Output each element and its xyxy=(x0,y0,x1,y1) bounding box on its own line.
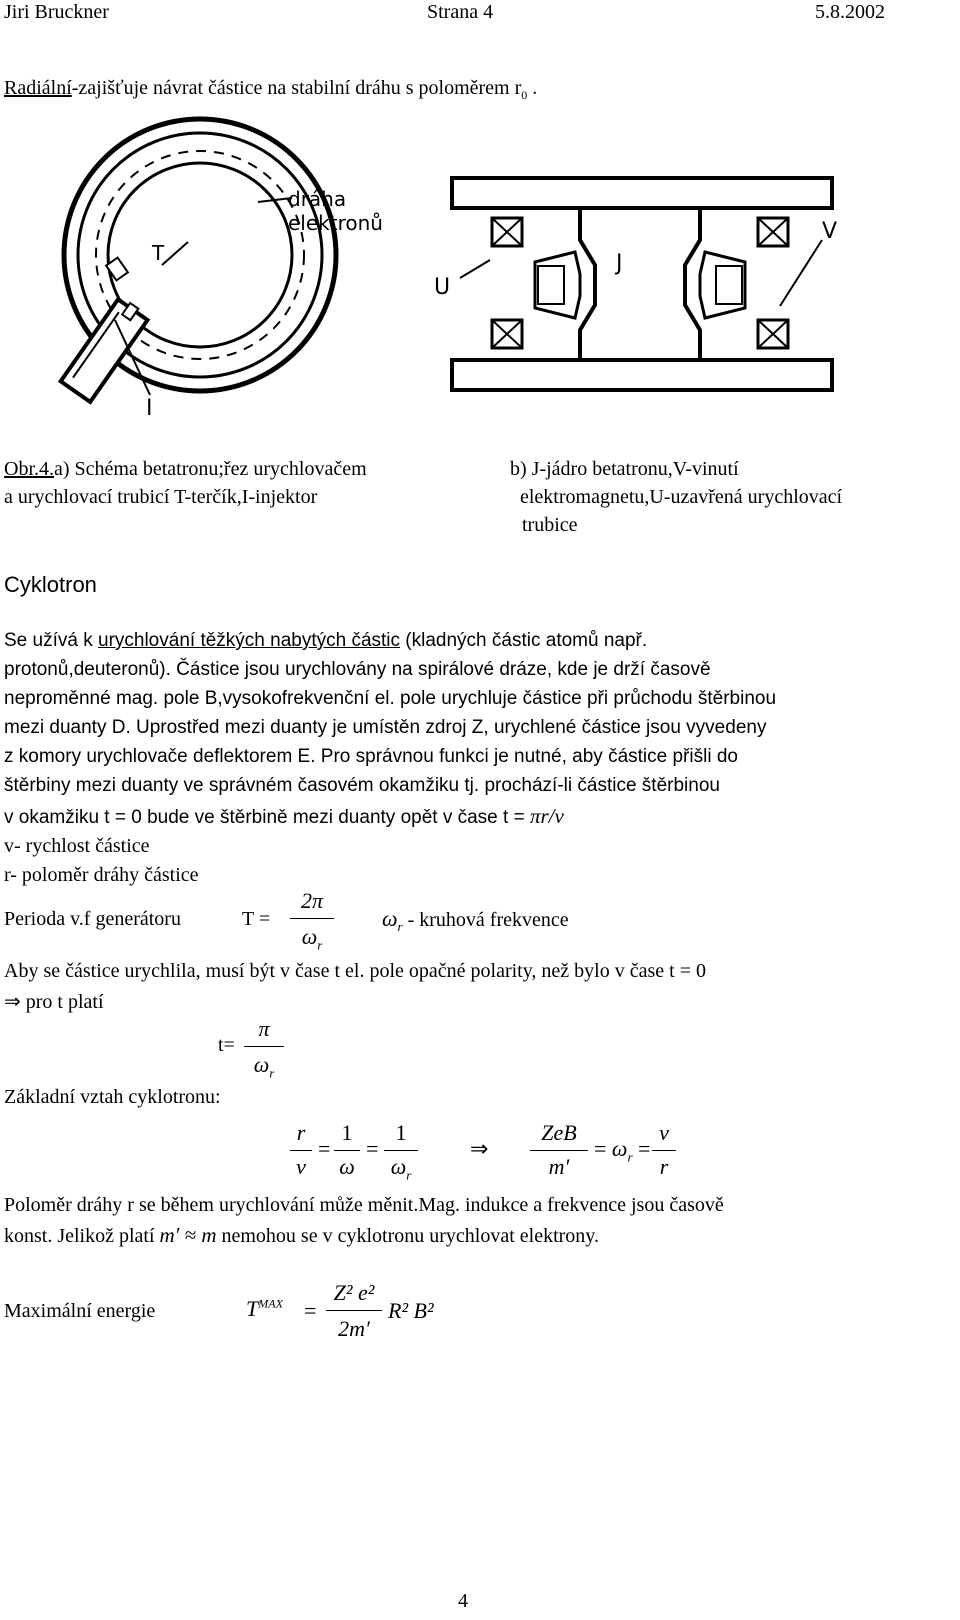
label-T: T xyxy=(152,241,165,265)
rel-implies-arrow: ⇒ xyxy=(470,1136,489,1161)
header-page-label: Strana 4 xyxy=(427,1,494,23)
pointer-U xyxy=(460,260,490,278)
yoke-top xyxy=(452,178,832,208)
t-denominator: $\omega_r$ xyxy=(253,1052,275,1081)
definition-r: r- poloměr dráhy částice xyxy=(4,864,199,886)
caption-a-line1: Obr.4.a) Schéma betatronu;řez urychlovačem xyxy=(4,458,367,480)
coil-top-right xyxy=(758,218,788,246)
tube-u-left xyxy=(538,266,564,304)
t-fraction-bar xyxy=(244,1046,284,1047)
max-energy-bar xyxy=(326,1310,382,1311)
paragraph-line-2: protonů,deuteronů). Částice jsou urychlovány na spirálové dráze, kde je drží časově xyxy=(4,659,711,680)
rel-f3-bar xyxy=(384,1150,418,1151)
header-date: 5.8.2002 xyxy=(815,1,885,23)
rel-f4-bar xyxy=(530,1150,588,1151)
period-fraction-bar xyxy=(290,918,334,919)
label-orbit-2: elektronů xyxy=(288,211,383,235)
rel-f5-num: v xyxy=(659,1120,669,1145)
rel-f1-num: r xyxy=(296,1120,306,1145)
rel-f3-den: $\omega_r$ xyxy=(390,1154,412,1183)
caption-prefix: Obr.4. xyxy=(4,458,54,480)
label-V: V xyxy=(822,219,838,244)
pointer-V xyxy=(780,240,822,306)
label-I: I xyxy=(146,396,153,421)
coil-bottom-right xyxy=(758,320,788,348)
t-numerator: π xyxy=(258,1016,270,1041)
caption-b-line3: trubice xyxy=(522,514,578,536)
period-numerator: 2π xyxy=(300,888,324,913)
t-equals: t= xyxy=(218,1034,235,1056)
radial-text: -zajišťuje návrat částice na stabilní dráhu s poloměrem r xyxy=(71,77,522,99)
max-energy-R2B2: R² B² xyxy=(388,1298,434,1323)
core-j xyxy=(580,208,700,360)
omega-description: $\omega_r$ - kruhová frekvence xyxy=(382,906,569,934)
basic-relation-label: Základní vztah cyklotronu: xyxy=(4,1086,221,1108)
rel-f1-bar xyxy=(290,1150,312,1151)
rel-f5-den: r xyxy=(659,1154,669,1179)
label-U: U xyxy=(434,275,451,300)
paragraph-line-5: z komory urychlovače deflektorem E. Pro správnou funkci je nutné, aby částice přišli do xyxy=(4,746,738,767)
label-orbit-1: dráha xyxy=(288,187,347,211)
rel-f2-bar xyxy=(334,1150,360,1151)
section-title: Cyklotron xyxy=(4,572,97,597)
tube-u-right xyxy=(716,266,742,304)
rel-eq-2: = xyxy=(366,1136,379,1161)
formula-pi-r-over-v: πr/v xyxy=(529,804,564,828)
rel-f2-den: ω xyxy=(339,1154,355,1179)
rel-f4-den: m′ xyxy=(548,1154,570,1179)
header-author: Jiri Bruckner xyxy=(4,1,109,23)
closing-line-1: Poloměr dráhy r se během urychlování může měnit.Mag. indukce a frekvence jsou časově xyxy=(4,1194,724,1216)
rel-eq-1: = xyxy=(318,1136,331,1161)
polarity-line-2: ⇒ pro t platí xyxy=(4,991,104,1013)
max-energy-denominator: 2m′ xyxy=(338,1316,370,1341)
polarity-line-1: Aby se částice urychlila, musí být v čase t el. pole opačné polarity, než bylo v čase t = 0 xyxy=(4,960,706,982)
paragraph-line-6: štěrbiny mezi duanty ve správném časovém okamžiku tj. prochází-li částice štěrbinou xyxy=(4,775,720,796)
figure-b-core-diagram xyxy=(430,170,850,400)
rel-f4-num: ZeB xyxy=(541,1120,577,1145)
max-energy-label: Maximální energie xyxy=(4,1300,156,1322)
caption-b-line1: b) J-jádro betatronu,V-vinutí xyxy=(510,458,739,480)
figure-a-betatron-diagram xyxy=(40,110,440,440)
rel-f3-num: 1 xyxy=(395,1120,407,1145)
footer-page-number: 4 xyxy=(458,1590,468,1612)
rel-f1-den: v xyxy=(296,1154,306,1179)
paragraph-line-7: v okamžiku t = 0 bude ve štěrbině mezi duanty opět v čase t = πr/v xyxy=(4,804,564,828)
paragraph-line-3: neproměnné mag. pole B,vysokofrekvenční el. pole urychluje částice při průchodu štěrbinou xyxy=(4,688,777,709)
label-J: J xyxy=(616,251,623,276)
coil-bottom-left xyxy=(492,320,522,348)
rel-f2-num: 1 xyxy=(341,1120,353,1145)
radial-end: . xyxy=(527,77,538,99)
paragraph-line-1: Se užívá k urychlování těžkých nabytých částic (kladných částic atomů např. xyxy=(4,630,648,651)
radial-term: Radiální xyxy=(4,77,72,99)
max-energy-T: $T^{MAX}$ xyxy=(246,1296,283,1321)
yoke-bottom xyxy=(452,360,832,390)
period-denominator: $\omega_r$ xyxy=(301,924,323,953)
coil-top-left xyxy=(492,218,522,246)
target-pointer xyxy=(162,242,188,265)
caption-b-line2: elektromagnetu,U-uzavřená urychlovací xyxy=(520,486,843,508)
max-energy-numerator: Z² e² xyxy=(333,1280,375,1305)
definition-v: v- rychlost částice xyxy=(4,835,150,857)
radial-sub: 0 xyxy=(521,88,528,102)
paragraph-line-4: mezi duanty D. Uprostřed mezi duanty je umístěn zdroj Z, urychlené částice jsou vyvedeny xyxy=(4,717,767,738)
rel-eq-omega: = $\omega_r$ = xyxy=(594,1136,651,1165)
max-energy-eq: = xyxy=(304,1298,317,1323)
caption-a-line2: a urychlovací trubicí T-terčík,I-injektor xyxy=(4,486,318,508)
period-label: Perioda v.f generátoru xyxy=(4,908,181,930)
radial-line xyxy=(4,77,537,103)
closing-line-2: konst. Jelikož platí m′ ≈ m nemohou se v cyklotronu urychlovat elektrony. xyxy=(4,1223,599,1247)
period-T-equals: T = xyxy=(242,908,271,930)
rel-f5-bar xyxy=(652,1150,676,1151)
